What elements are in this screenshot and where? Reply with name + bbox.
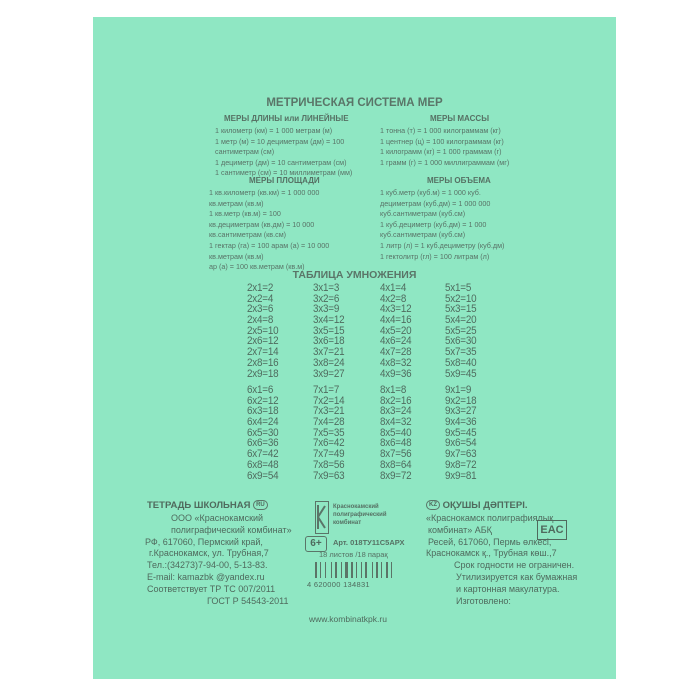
multiplication-fact: 2x8=16 [247,356,279,369]
multiplication-fact: 7x6=42 [313,437,345,450]
barcode-number: 4 620000 134831 [307,580,370,589]
multiplication-column [247,283,278,379]
barcode-bar [335,562,337,578]
footer-left-title-row [147,500,268,512]
multiplication-fact: 8x2=16 [380,394,412,407]
multiplication-fact: 3x3=9 [313,303,340,316]
email-line: E-mail: kamazbk @yandex.ru [147,571,265,582]
multiplication-fact: 3x1=3 [313,282,340,294]
multiplication-fact: 3x5=15 [313,324,345,337]
multiplication-column [380,283,411,379]
definition-line: 1 сантиметр (см) = 10 миллиметрам (мм) [215,168,353,178]
multiplication-fact: 2x7=14 [247,346,279,359]
multiplication-fact: 5x6=30 [445,335,477,348]
definition-line: 1 литр (л) = 1 куб.дециметру (куб.дм) [380,240,505,250]
multiplication-fact: 9x2=18 [445,394,477,407]
multiplication-column [313,385,344,481]
multiplication-fact: 7x9=63 [313,469,345,482]
barcode-bar [356,562,357,578]
multiplication-fact: 4x5=20 [380,324,412,337]
multiplication-fact: 8x7=56 [380,448,412,461]
multiplication-fact: 8x6=48 [380,437,412,450]
multiplication-fact: 5x9=45 [445,367,477,380]
multiplication-fact: 4x7=28 [380,346,412,359]
kombinat-logo-text [333,503,387,527]
definition-line: ар (а) = 100 кв.метрам (кв.м) [209,262,305,272]
multiplication-fact: 6x2=12 [247,394,279,407]
definition-line: кв.метрам (кв.м) [209,198,264,208]
phone-line: Тел.:(34273)7-94-00, 5-13-83. [147,560,268,571]
recycling-line: Утилизируется как бумажная [456,571,578,582]
barcode-bar [315,562,317,578]
multiplication-fact: 3x2=6 [313,292,340,305]
notebook-title: ТЕТРАДЬ ШКОЛЬНАЯ [147,500,251,511]
multiplication-fact: 4x1=4 [380,282,407,294]
definition-line: кв.сантиметрам (кв.см) [209,230,287,240]
multiplication-fact: 9x8=72 [445,458,477,471]
barcode-bar [341,562,342,578]
multiplication-fact: 8x3=24 [380,405,412,418]
multiplication-column [313,283,344,379]
gost-line: ГОСТ Р 54543-2011 [207,595,289,606]
kz-line: Ресей, 617060, Пермь өлкесі, [428,536,552,547]
logo-text-line: Краснокамский [333,504,379,510]
multiplication-fact: 5x7=35 [445,346,477,359]
definition-line: 1 метр (м) = 10 дециметрам (дм) = 100 [215,136,345,146]
barcode-bars [315,562,395,578]
definition-line: 1 дециметр (дм) = 10 сантиметрам (см) [215,157,347,167]
eac-mark: EAC [537,520,567,540]
kz-line: комбинат» АБҚ [428,524,492,535]
barcode-bar [351,562,353,578]
multiplication-fact: 9x9=81 [445,469,477,482]
multiplication-fact: 9x3=27 [445,405,477,418]
multiplication-fact: 9x4=36 [445,416,477,429]
multiplication-fact: 6x8=48 [247,458,279,471]
kz-line: «Краснокамск полиграфиялық [426,513,554,523]
definition-line: 1 тонна (т) = 1 000 килограммам (кг) [380,126,501,135]
barcode-bar [365,562,367,578]
kz-language-badge: KZ [426,500,440,510]
multiplication-column [247,385,278,481]
multiplication-fact: 2x1=2 [247,282,274,294]
volume-definitions [380,188,504,262]
shelf-life-line: Срок годности не ограничен. [454,560,575,571]
multiplication-fact: 6x4=24 [247,416,279,429]
definition-line: 1 куб.метр (куб.м) = 1 000 куб. [380,188,481,197]
recycling-line: и картонная макулатура. [456,583,560,594]
multiplication-fact: 7x8=56 [313,458,345,471]
multiplication-column [445,385,476,481]
definition-line: 1 гектолитр (гл) = 100 литрам (л) [380,251,490,261]
multiplication-fact: 3x8=24 [313,356,345,369]
area-heading: МЕРЫ ПЛОЩАДИ [249,176,320,185]
multiplication-fact: 9x5=45 [445,426,477,439]
address-line: г.Краснокамск, ул. Трубная,7 [149,548,269,559]
multiplication-fact: 6x7=42 [247,448,279,461]
multiplication-fact: 4x9=36 [380,367,412,380]
barcode-bar [331,562,332,578]
multiplication-fact: 8x5=40 [380,426,412,439]
mass-definitions [380,126,509,168]
multiplication-fact: 8x8=64 [380,458,412,471]
multiplication-fact: 5x8=40 [445,356,477,369]
barcode-bar [320,562,321,578]
logo-text-line: полиграфический [333,512,387,518]
definition-line: 1 грамм (г) = 1 000 миллиграммам (мг) [380,157,510,167]
multiplication-fact: 4x4=16 [380,314,412,327]
definition-line: 1 килограмм (кг) = 1 000 граммам (г) [380,147,502,157]
multiplication-fact: 7x1=7 [313,384,340,396]
standard-line: Соответствует ТР ТС 007/2011 [147,583,276,594]
multiplication-fact: 9x7=63 [445,448,477,461]
multiplication-fact: 5x3=15 [445,303,477,316]
definition-line: дециметрам (куб.дм) = 1 000 000 [380,198,491,208]
multiplication-fact: 8x1=8 [380,384,407,396]
barcode-bar [361,562,362,578]
multiplication-column [380,385,411,481]
multiplication-fact: 5x5=25 [445,324,477,337]
definition-line: кв.дециметрам (кв.дм) = 10 000 [209,219,315,229]
multiplication-fact: 4x6=24 [380,335,412,348]
multiplication-fact: 7x7=49 [313,448,345,461]
multiplication-fact: 7x3=21 [313,405,345,418]
metric-system-title: МЕТРИЧЕСКАЯ СИСТЕМА МЕР [266,97,443,109]
definition-line: 1 куб.дециметр (куб.дм) = 1 000 [380,219,487,229]
multiplication-fact: 2x9=18 [247,367,279,380]
notebook-back-cover [93,17,616,679]
barcode-bar [325,562,326,578]
barcode-bar [381,562,382,578]
multiplication-fact: 6x5=30 [247,426,279,439]
article-number: Арт. 018ТУ11С5АРХ [333,538,405,547]
definition-line: 1 кв.километр (кв.км) = 1 000 000 [209,188,320,197]
multiplication-fact: 2x4=8 [247,314,274,327]
multiplication-fact: 6x3=18 [247,405,279,418]
multiplication-fact: 5x2=10 [445,292,477,305]
kazakh-title: ОҚУШЫ ДӘПТЕРІ. [442,500,528,511]
length-definitions [215,126,352,179]
definition-line: куб.сантиметрам (куб.см) [380,230,466,240]
sheet-count: 18 листов /18 парақ [319,550,388,559]
multiplication-fact: 6x9=54 [247,469,279,482]
length-heading: МЕРЫ ДЛИНЫ или ЛИНЕЙНЫЕ [224,114,349,123]
footer-right-title-row [426,500,527,512]
footer-left-details [145,513,292,607]
address-line: РФ, 617060, Пермский край, [145,536,263,547]
ru-language-badge: RU [253,500,268,510]
multiplication-fact: 7x5=35 [313,426,345,439]
multiplication-fact: 3x6=18 [313,335,345,348]
multiplication-column [445,283,476,379]
multiplication-fact: 9x1=9 [445,384,472,396]
made-line: Изготовлено: [456,595,511,606]
definition-line: 1 кв.метр (кв.м) = 100 [209,209,281,219]
manufacturer-line: полиграфический комбинат» [171,524,292,535]
multiplication-fact: 6x1=6 [247,384,274,396]
multiplication-fact: 6x6=36 [247,437,279,450]
multiplication-fact: 9x6=54 [445,437,477,450]
barcode-bar [391,562,392,578]
barcode-bar [345,562,348,578]
multiplication-fact: 3x9=27 [313,367,345,380]
multiplication-fact: 2x6=12 [247,335,279,348]
multiplication-fact: 2x2=4 [247,292,274,305]
barcode-bar [372,562,373,578]
multiplication-table-title: ТАБЛИЦА УМНОЖЕНИЯ [292,269,417,281]
multiplication-fact: 3x4=12 [313,314,345,327]
logo-text-line: комбинат [333,520,362,526]
multiplication-fact: 5x1=5 [445,282,472,294]
barcode-bar [376,562,378,578]
multiplication-fact: 8x9=72 [380,469,412,482]
kz-line: Краснокамск қ., Трубная көш.,7 [426,548,557,559]
mass-heading: МЕРЫ МАССЫ [430,114,490,123]
age-rating-badge: 6+ [305,536,327,552]
multiplication-fact: 3x7=21 [313,346,345,359]
area-definitions [209,188,329,273]
volume-heading: МЕРЫ ОБЪЕМА [427,176,491,185]
multiplication-fact: 7x2=14 [313,394,345,407]
manufacturer-line: ООО «Краснокамский [171,513,264,523]
multiplication-fact: 7x4=28 [313,416,345,429]
barcode-bar [386,562,388,578]
definition-line: кв.метрам (кв.м) [209,251,264,261]
definition-line: 1 центнер (ц) = 100 килограммам (кг) [380,136,504,146]
definition-line: 1 гектар (га) = 100 арам (а) = 10 000 [209,240,330,250]
multiplication-fact: 2x3=6 [247,303,274,316]
definition-line: сантиметрам (см) [215,147,275,157]
definition-line: 1 километр (км) = 1 000 метрам (м) [215,126,333,135]
website-link[interactable]: www.kombinatkpk.ru [309,614,387,624]
multiplication-fact: 4x8=32 [380,356,412,369]
multiplication-fact: 8x4=32 [380,416,412,429]
definition-line: куб.сантиметрам (куб.см) [380,209,466,219]
multiplication-fact: 5x4=20 [445,314,477,327]
multiplication-fact: 4x3=12 [380,303,412,316]
multiplication-fact: 2x5=10 [247,324,279,337]
multiplication-fact: 4x2=8 [380,292,407,305]
